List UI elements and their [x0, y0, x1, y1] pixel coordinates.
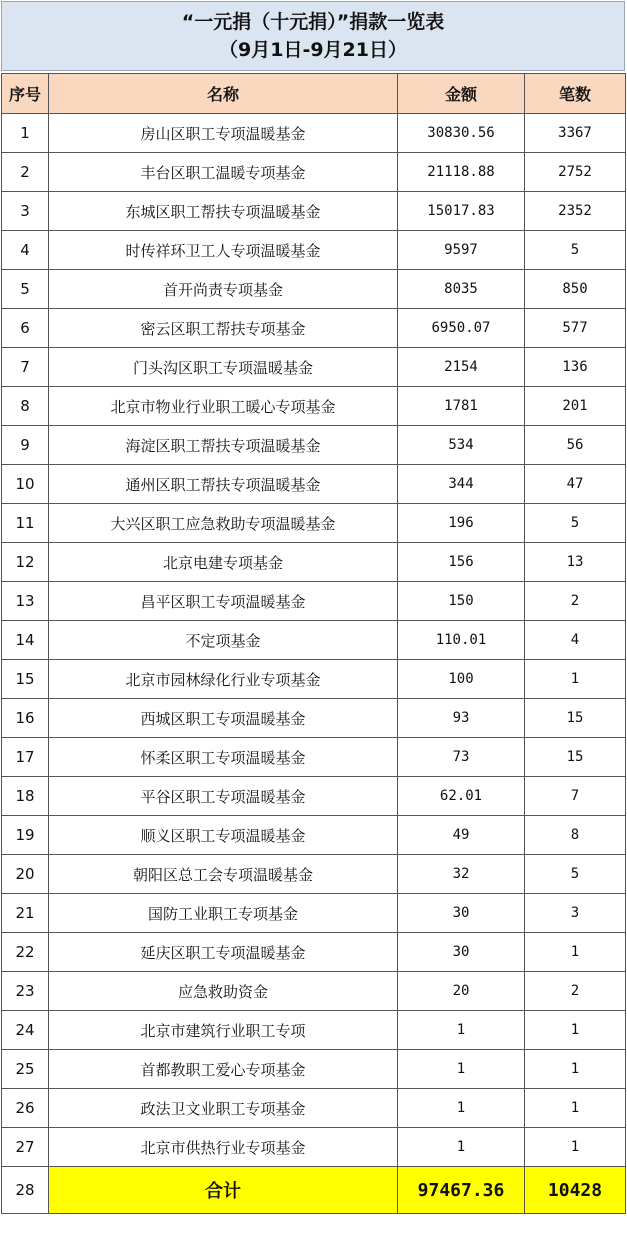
row-index: 11	[2, 504, 49, 543]
row-index: 26	[2, 1089, 49, 1128]
table-row	[2, 153, 626, 192]
row-name: 大兴区职工应急救助专项温暖基金	[49, 504, 398, 543]
row-name: 海淀区职工帮扶专项温暖基金	[49, 426, 398, 465]
row-index: 23	[2, 972, 49, 1011]
table-row	[2, 1011, 626, 1050]
row-amount: 2154	[398, 348, 525, 387]
row-count: 2752	[525, 153, 626, 192]
row-count: 136	[525, 348, 626, 387]
row-name: 顺义区职工专项温暖基金	[49, 816, 398, 855]
row-amount: 8035	[398, 270, 525, 309]
row-name: 东城区职工帮扶专项温暖基金	[49, 192, 398, 231]
row-name: 平谷区职工专项温暖基金	[49, 777, 398, 816]
table-body	[2, 114, 626, 1167]
row-index: 15	[2, 660, 49, 699]
header-count: 笔数	[525, 74, 626, 114]
row-name: 首开尚责专项基金	[49, 270, 398, 309]
row-name: 丰台区职工温暖专项基金	[49, 153, 398, 192]
row-amount: 1	[398, 1128, 525, 1167]
table-row	[2, 114, 626, 153]
row-count: 3	[525, 894, 626, 933]
row-index: 21	[2, 894, 49, 933]
total-index: 28	[2, 1167, 49, 1214]
row-index: 16	[2, 699, 49, 738]
row-amount: 30830.56	[398, 114, 525, 153]
table-row	[2, 816, 626, 855]
table-row	[2, 465, 626, 504]
row-count: 1	[525, 1050, 626, 1089]
row-index: 17	[2, 738, 49, 777]
row-index: 18	[2, 777, 49, 816]
header-row	[2, 74, 626, 114]
row-amount: 32	[398, 855, 525, 894]
row-name: 国防工业职工专项基金	[49, 894, 398, 933]
row-index: 19	[2, 816, 49, 855]
table-row	[2, 582, 626, 621]
row-index: 13	[2, 582, 49, 621]
row-index: 2	[2, 153, 49, 192]
header-index: 序号	[2, 74, 49, 114]
row-name: 怀柔区职工专项温暖基金	[49, 738, 398, 777]
row-amount: 156	[398, 543, 525, 582]
row-name: 应急救助资金	[49, 972, 398, 1011]
row-amount: 150	[398, 582, 525, 621]
title-line-1: “一元捐（十元捐）”捐款一览表	[181, 11, 445, 33]
row-name: 昌平区职工专项温暖基金	[49, 582, 398, 621]
table-row	[2, 621, 626, 660]
table-row	[2, 777, 626, 816]
row-index: 20	[2, 855, 49, 894]
table-row	[2, 855, 626, 894]
row-amount: 15017.83	[398, 192, 525, 231]
table-row	[2, 894, 626, 933]
row-name: 密云区职工帮扶专项基金	[49, 309, 398, 348]
row-count: 47	[525, 465, 626, 504]
table-row	[2, 972, 626, 1011]
row-count: 3367	[525, 114, 626, 153]
row-index: 7	[2, 348, 49, 387]
sheet-title	[1, 1, 625, 71]
row-amount: 1	[398, 1050, 525, 1089]
row-count: 1	[525, 1011, 626, 1050]
row-count: 5	[525, 855, 626, 894]
row-name: 西城区职工专项温暖基金	[49, 699, 398, 738]
row-name: 通州区职工帮扶专项温暖基金	[49, 465, 398, 504]
row-amount: 6950.07	[398, 309, 525, 348]
table-row	[2, 231, 626, 270]
row-name: 房山区职工专项温暖基金	[49, 114, 398, 153]
row-count: 15	[525, 699, 626, 738]
header-amount: 金额	[398, 74, 525, 114]
row-name: 门头沟区职工专项温暖基金	[49, 348, 398, 387]
table-row	[2, 933, 626, 972]
row-amount: 20	[398, 972, 525, 1011]
row-amount: 62.01	[398, 777, 525, 816]
row-name: 朝阳区总工会专项温暖基金	[49, 855, 398, 894]
row-amount: 73	[398, 738, 525, 777]
header-name: 名称	[49, 74, 398, 114]
row-count: 13	[525, 543, 626, 582]
row-count: 4	[525, 621, 626, 660]
table-row	[2, 504, 626, 543]
row-count: 201	[525, 387, 626, 426]
row-count: 8	[525, 816, 626, 855]
row-index: 27	[2, 1128, 49, 1167]
total-count: 10428	[525, 1167, 626, 1214]
row-count: 850	[525, 270, 626, 309]
row-count: 15	[525, 738, 626, 777]
row-count: 2	[525, 582, 626, 621]
row-amount: 1781	[398, 387, 525, 426]
row-amount: 196	[398, 504, 525, 543]
row-count: 1	[525, 1089, 626, 1128]
row-index: 25	[2, 1050, 49, 1089]
row-index: 8	[2, 387, 49, 426]
table-row	[2, 660, 626, 699]
table-row	[2, 270, 626, 309]
table-row	[2, 387, 626, 426]
row-amount: 110.01	[398, 621, 525, 660]
row-count: 56	[525, 426, 626, 465]
total-amount: 97467.36	[398, 1167, 525, 1214]
table-row	[2, 309, 626, 348]
table-row	[2, 426, 626, 465]
table-row	[2, 699, 626, 738]
row-count: 1	[525, 1128, 626, 1167]
row-index: 14	[2, 621, 49, 660]
row-count: 2352	[525, 192, 626, 231]
row-count: 1	[525, 660, 626, 699]
row-name: 时传祥环卫工人专项温暖基金	[49, 231, 398, 270]
row-name: 首都教职工爱心专项基金	[49, 1050, 398, 1089]
row-amount: 100	[398, 660, 525, 699]
row-count: 2	[525, 972, 626, 1011]
row-index: 12	[2, 543, 49, 582]
row-count: 5	[525, 504, 626, 543]
row-name: 不定项基金	[49, 621, 398, 660]
row-amount: 9597	[398, 231, 525, 270]
row-index: 22	[2, 933, 49, 972]
row-index: 9	[2, 426, 49, 465]
row-amount: 1	[398, 1089, 525, 1128]
row-name: 延庆区职工专项温暖基金	[49, 933, 398, 972]
table-row	[2, 1128, 626, 1167]
donation-table	[1, 73, 626, 1214]
row-index: 4	[2, 231, 49, 270]
row-amount: 1	[398, 1011, 525, 1050]
row-amount: 344	[398, 465, 525, 504]
row-amount: 30	[398, 894, 525, 933]
row-name: 北京市建筑行业职工专项	[49, 1011, 398, 1050]
row-amount: 21118.88	[398, 153, 525, 192]
table-row	[2, 348, 626, 387]
table-row	[2, 543, 626, 582]
row-name: 北京市园林绿化行业专项基金	[49, 660, 398, 699]
row-amount: 30	[398, 933, 525, 972]
row-name: 北京市供热行业专项基金	[49, 1128, 398, 1167]
row-count: 577	[525, 309, 626, 348]
row-amount: 534	[398, 426, 525, 465]
row-count: 5	[525, 231, 626, 270]
row-amount: 49	[398, 816, 525, 855]
row-index: 5	[2, 270, 49, 309]
title-line-2: （9月1日-9月21日）	[219, 39, 407, 61]
table-row	[2, 192, 626, 231]
row-index: 6	[2, 309, 49, 348]
table-row	[2, 1050, 626, 1089]
row-name: 北京市物业行业职工暖心专项基金	[49, 387, 398, 426]
total-label: 合计	[49, 1167, 398, 1214]
total-row	[2, 1167, 626, 1214]
table-row	[2, 738, 626, 777]
row-count: 7	[525, 777, 626, 816]
row-amount: 93	[398, 699, 525, 738]
row-index: 1	[2, 114, 49, 153]
row-index: 24	[2, 1011, 49, 1050]
table-row	[2, 1089, 626, 1128]
row-index: 3	[2, 192, 49, 231]
row-count: 1	[525, 933, 626, 972]
row-name: 政法卫文业职工专项基金	[49, 1089, 398, 1128]
row-name: 北京电建专项基金	[49, 543, 398, 582]
row-index: 10	[2, 465, 49, 504]
